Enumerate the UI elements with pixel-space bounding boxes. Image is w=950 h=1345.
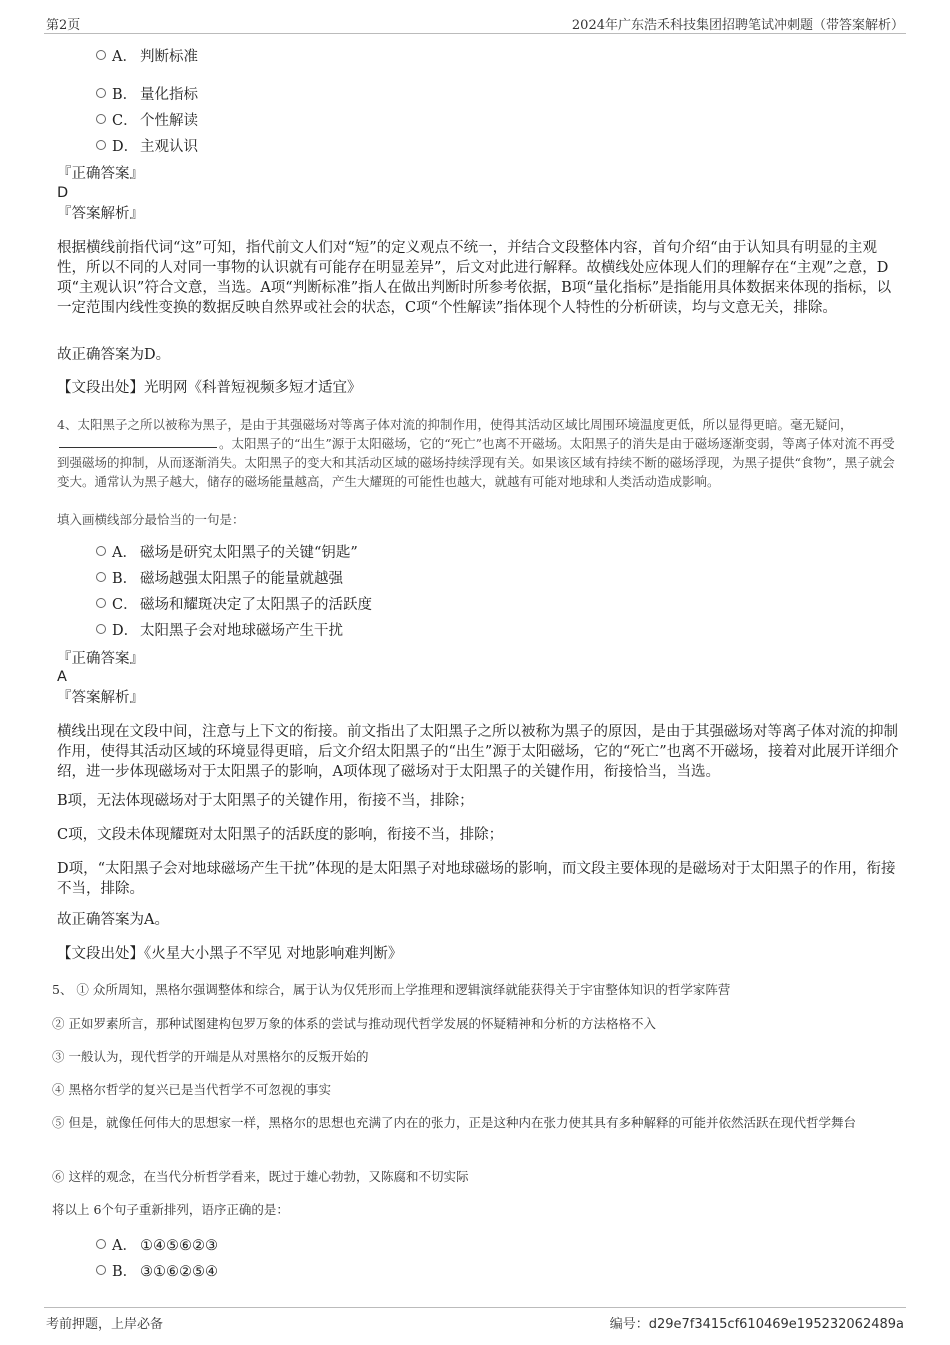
q4-answer: A <box>57 669 67 685</box>
radio-icon[interactable] <box>96 1239 106 1249</box>
footer-slogan: 考前押题，上岸必备 <box>46 1317 164 1332</box>
footer-divider <box>44 1307 906 1308</box>
q5-sentence-4: ④ 黑格尔哲学的复兴已是当代哲学不可忽视的事实 <box>52 1082 331 1097</box>
q5-prompt: 将以上 6个句子重新排列，语序正确的是： <box>52 1202 289 1217</box>
q3-source: 【文段出处】光明网《科普短视频多短才适宜》 <box>57 380 362 396</box>
radio-icon[interactable] <box>96 624 106 634</box>
q4-option-c[interactable]: C． 磁场和耀斑决定了太阳黑子的活跃度 <box>96 595 372 615</box>
q3-option-b[interactable]: B． 量化指标 <box>96 85 198 105</box>
q3-answer: D <box>57 185 69 201</box>
q3-analysis-label: 『答案解析』 <box>57 206 144 222</box>
q4-option-b-note: B项，无法体现磁场对于太阳黑子的关键作用，衔接不当，排除； <box>57 793 474 809</box>
q3-option-c[interactable]: C． 个性解读 <box>96 111 198 131</box>
radio-icon[interactable] <box>96 140 106 150</box>
q4-option-d[interactable]: D． 太阳黑子会对地球磁场产生干扰 <box>96 621 343 641</box>
q4-stem: 4、太阳黑子之所以被称为黑子，是由于其强磁场对等离子体对流的抑制作用，使得其活动区域比周围环境温度更低，所以显得更暗。毫无疑问，。太阳黑子的“出生”源于太阳磁场，它的“死亡”也离不开磁场。太阳黑子的消失是由于磁场逐渐变弱，等离子体对流不再受到强磁场的抑制，从而逐渐消失。太阳黑子的变大和其活动区域的磁场持续浮现有关。如果该区域有持续不断的磁场浮现，为黑子提供“食物”，黑子就会变大。通常认为黑子越大，储存的磁场能量越高，产生大耀斑的可能性也越大，就越有可能对地球和人类活动造成影响。 <box>57 417 895 489</box>
q4-analysis-label: 『答案解析』 <box>57 690 144 706</box>
document-code: 编号：d29e7f3415cf610469e195232062489a <box>609 1317 904 1332</box>
q5-sentence-5: ⑤ 但是，就像任何伟大的思想家一样，黑格尔的思想也充满了内在的张力，正是这种内在张力使其具有多种解释的可能并依然活跃在现代哲学舞台 <box>52 1115 856 1130</box>
q4-option-c-note: C项，文段未体现耀斑对太阳黑子的活跃度的影响，衔接不当，排除； <box>57 827 504 843</box>
q5-sentence-6: ⑥ 这样的观念，在当代分析哲学看来，既过于雄心勃勃，又陈腐和不切实际 <box>52 1169 469 1184</box>
q5-sentence-3: ③ 一般认为，现代哲学的开端是从对黑格尔的反叛开始的 <box>52 1049 369 1064</box>
radio-icon[interactable] <box>96 1265 106 1275</box>
q3-option-d[interactable]: D． 主观认识 <box>96 137 198 157</box>
q5-sentence-1: 5、 ① 众所周知，黑格尔强调整体和综合，属于认为仅凭形而上学推理和逻辑演绎就能获得关于宇宙整体知识的哲学家阵营 <box>52 982 731 997</box>
radio-icon[interactable] <box>96 114 106 124</box>
q3-analysis: 根据横线前指代词“这”可知，指代前文人们对“短”的定义观点不统一，并结合文段整体内容，首句介绍“由于认知具有明显的主观性，所以不同的人对同一事物的认识就有可能存在明显差异”，后文对此进行解释。故横线处应体现人们的理解存在“主观”之意，D项“主观认识”符合文意，当选。A项“判断标准”指人在做出判断时所参考依据，B项“量化指标”是指能用具体数据来体现的指标，以一定范围内线性变换的数据反映自然界或社会的状态，C项“个性解读”指体现个人特性的分析研读，均与文意无关，排除。 <box>57 240 892 316</box>
q4-answer-label: 『正确答案』 <box>57 651 144 667</box>
fill-blank <box>59 435 217 448</box>
q4-option-d-note: D项，“太阳黑子会对地球磁场产生干扰”体现的是太阳黑子对地球磁场的影响，而文段主要体现的是磁场对于太阳黑子的作用，衔接不当，排除。 <box>57 861 896 897</box>
q4-option-b[interactable]: B． 磁场越强太阳黑子的能量就越强 <box>96 569 343 589</box>
q5-sentence-2: ② 正如罗素所言，那种试图建构包罗万象的体系的尝试与推动现代哲学发展的怀疑精神和分析的方法格格不入 <box>52 1016 656 1031</box>
q3-answer-label: 『正确答案』 <box>57 166 144 182</box>
q4-prompt: 填入画横线部分最恰当的一句是： <box>57 512 245 527</box>
q4-source: 【文段出处】《火星大小黑子不罕见 对地影响难判断》 <box>57 946 403 962</box>
q5-option-b[interactable]: B． ③①⑥②⑤④ <box>96 1262 218 1282</box>
radio-icon[interactable] <box>96 572 106 582</box>
q4-option-a[interactable]: A． 磁场是研究太阳黑子的关键“钥匙” <box>96 543 358 563</box>
q4-analysis: 横线出现在文段中间，注意与上下文的衔接。前文指出了太阳黑子之所以被称为黑子的原因，是由于其强磁场对等离子体对流的抑制作用，使得其活动区域的环境显得更暗，后文介绍太阳黑子的“出生”源于太阳磁场，它的“死亡”也离不开磁场，接着对此展开详细介绍，进一步体现磁场对于太阳黑子的影响，A项体现了磁场对于太阳黑子的关键作用，衔接恰当，当选。 <box>57 724 899 780</box>
radio-icon[interactable] <box>96 546 106 556</box>
radio-icon[interactable] <box>96 88 106 98</box>
radio-icon[interactable] <box>96 50 106 60</box>
radio-icon[interactable] <box>96 598 106 608</box>
document-title: 2024年广东浩禾科技集团招聘笔试冲刺题（带答案解析） <box>571 18 904 33</box>
page-number: 第2页 <box>46 18 81 33</box>
q3-conclusion: 故正确答案为D。 <box>57 347 171 363</box>
q4-conclusion: 故正确答案为A。 <box>57 912 169 928</box>
q5-option-a[interactable]: A． ①④⑤⑥②③ <box>96 1236 218 1256</box>
q3-option-a[interactable]: A． 判断标准 <box>96 47 198 67</box>
header-divider <box>44 33 906 34</box>
